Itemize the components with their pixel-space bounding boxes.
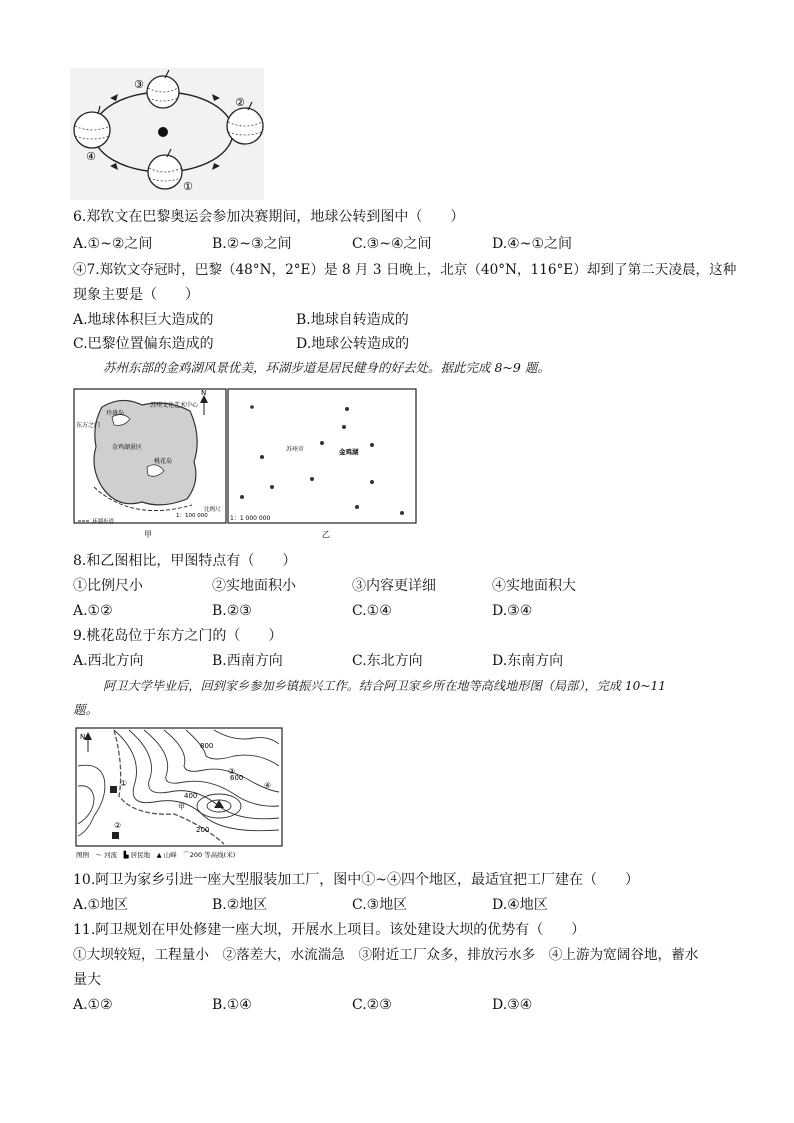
svg-text:乙: 乙 <box>322 530 330 539</box>
svg-text:200: 200 <box>196 826 210 834</box>
svg-text:苏州文化艺术中心: 苏州文化艺术中心 <box>150 402 199 409</box>
question-9-stem: 9.桃花岛位于东方之门的（ ） <box>73 628 283 644</box>
q11-items-cont: 量大 <box>73 972 101 988</box>
q9-option-b: B.西南方向 <box>212 653 283 669</box>
q11-option-d: D.③④ <box>492 997 533 1013</box>
q11-option-b: B.①④ <box>212 997 252 1013</box>
intro-8-9: 苏州东部的金鸡湖风景优美，环湖步道是居民健身的好去处。据此完成 8~9 题。 <box>103 360 550 375</box>
jinji-lake-map <box>72 387 420 539</box>
q8-option-b: B.②③ <box>212 603 252 619</box>
earth-orbit-figure <box>70 68 264 200</box>
q9-option-d: D.东南方向 <box>492 653 564 669</box>
q8-item-2: ②实地面积小 <box>212 578 296 594</box>
q10-option-c: C.③地区 <box>352 897 408 913</box>
svg-text:环湖步道: 环湖步道 <box>92 519 115 525</box>
q8-item-3: ③内容更详细 <box>352 578 436 594</box>
q8-option-c: C.①④ <box>352 603 392 619</box>
q10-option-d: D.④地区 <box>492 897 548 913</box>
svg-text:N: N <box>201 389 207 397</box>
question-8-stem: 8.和乙图相比，甲图特点有（ ） <box>73 553 297 569</box>
svg-text:比例尺: 比例尺 <box>204 507 221 513</box>
svg-text:③: ③ <box>228 767 236 776</box>
q7-option-c: C.巴黎位置偏东造成的 <box>73 336 214 352</box>
question-7-stem-cont: 现象主要是（ ） <box>73 287 199 303</box>
contour-map <box>74 726 286 862</box>
svg-text:③: ③ <box>134 78 144 91</box>
svg-text:①: ① <box>183 180 193 193</box>
q8-item-4: ④实地面积大 <box>492 578 576 594</box>
svg-text:1：100 000: 1：100 000 <box>176 513 208 519</box>
q11-option-c: C.②③ <box>352 997 392 1013</box>
svg-text:④: ④ <box>86 150 96 163</box>
question-7-stem: ④7.郑钦文夺冠时，巴黎（48°N，2°E）是 8 月 3 日晚上，北京（40°N，116°E）却到了第二天凌晨，这种 <box>73 262 737 278</box>
svg-text:东方之门: 东方之门 <box>76 422 101 429</box>
svg-text:玲珑岛: 玲珑岛 <box>106 410 125 417</box>
q6-option-b: B.②~③之间 <box>212 236 292 252</box>
intro-10-11: 阿卫大学毕业后，回到家乡参加乡镇振兴工作。结合阿卫家乡所在地等高线地形图（局部），完成 10~11 <box>103 679 667 693</box>
q7-option-a: A.地球体积巨大造成的 <box>73 312 214 328</box>
intro-10-11-cont: 题。 <box>73 702 99 717</box>
svg-text:①: ① <box>120 779 128 788</box>
q11-items: ①大坝较短，工程量小 ②落差大，水流湍急 ③附近工厂众多，排放污水多 ④上游为宽阔谷地，蓄水 <box>73 947 699 963</box>
question-6-stem: 6.郑钦文在巴黎奥运会参加决赛期间，地球公转到图中（ ） <box>73 209 465 225</box>
q7-option-d: D.地球公转造成的 <box>296 336 410 352</box>
svg-text:400: 400 <box>184 792 198 800</box>
svg-text:N: N <box>80 733 86 741</box>
q8-option-d: D.③④ <box>492 603 533 619</box>
q8-option-a: A.①② <box>73 603 113 619</box>
q10-option-b: B.②地区 <box>212 897 268 913</box>
svg-text:图例 ～ 河流 ▙ 居民地 ▲ 山峰 ⌒200 等高线(米): 图例 ～ 河流 ▙ 居民地 ▲ 山峰 ⌒200 等高线(米) <box>76 851 236 859</box>
svg-text:800: 800 <box>200 742 214 750</box>
svg-text:甲: 甲 <box>178 803 185 811</box>
q10-option-a: A.①地区 <box>73 897 129 913</box>
svg-text:金鸡湖景区: 金鸡湖景区 <box>112 444 143 451</box>
q9-option-a: A.西北方向 <box>73 653 144 669</box>
q8-item-1: ①比例尺小 <box>73 578 143 594</box>
svg-text:苏州市: 苏州市 <box>286 446 305 453</box>
sun-icon <box>158 127 168 137</box>
q6-option-c: C.③~④之间 <box>352 236 432 252</box>
svg-text:1：1 000 000: 1：1 000 000 <box>230 515 271 522</box>
svg-text:④: ④ <box>264 781 272 790</box>
q11-option-a: A.①② <box>73 997 113 1013</box>
question-10-stem: 10.阿卫为家乡引进一座大型服装加工厂，图中①~④四个地区，最适宜把工厂建在（ ） <box>73 872 639 888</box>
svg-text:②: ② <box>114 821 122 830</box>
svg-text:金鸡湖: 金鸡湖 <box>339 448 359 456</box>
svg-text:桃花岛: 桃花岛 <box>154 458 173 465</box>
settlement-icon <box>110 786 117 793</box>
q7-option-b: B.地球自转造成的 <box>296 312 409 328</box>
q6-option-a: A.①~②之间 <box>73 236 153 252</box>
question-11-stem: 11.阿卫规划在甲处修建一座大坝，开展水上项目。该处建设大坝的优势有（ ） <box>73 922 586 938</box>
q9-option-c: C.东北方向 <box>352 653 423 669</box>
svg-text:甲: 甲 <box>144 530 152 539</box>
q6-option-d: D.④~①之间 <box>492 236 573 252</box>
svg-text:②: ② <box>235 96 245 109</box>
svg-text:600: 600 <box>230 774 244 782</box>
settlement-icon-2 <box>112 832 119 839</box>
